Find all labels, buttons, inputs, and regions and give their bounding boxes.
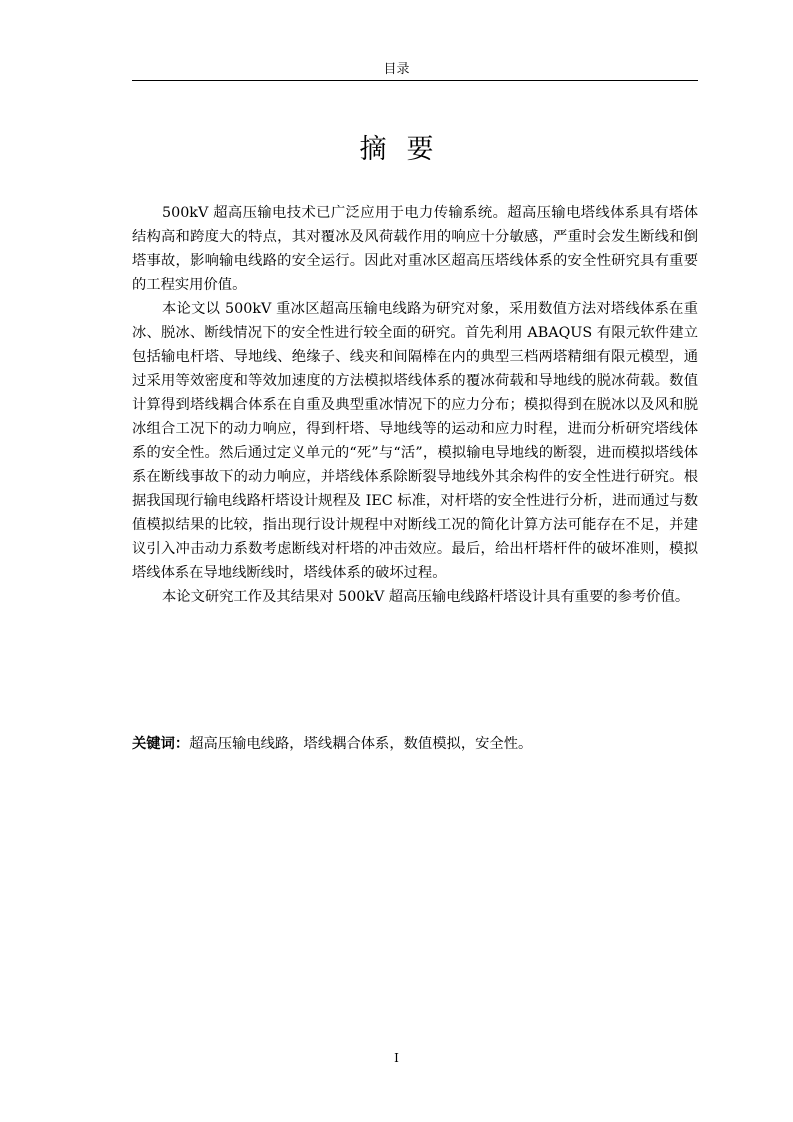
abstract-paragraph-2: 本论文以 500kV 重冰区超高压输电线路为研究对象，采用数值方法对塔线体系在重冰、脱冰、断线情况下的安全性进行较全面的研究。首先利用 ABAQUS 有限元软件建立包括输电杆塔、导地线、绝缘子、线夹和间隔棒在内的典型三档两塔精细有限元模型，通过采用等效密度和等效加速度的方法模拟塔线体系的覆冰荷载和导地线的脱冰荷载。数值计算得到塔线耦合体系在自重及典型重冰情况下的应力分布；模拟得到在脱冰以及风和脱冰组合工况下的动力响应，得到杆塔、导地线等的运动和应力时程，进而分析研究塔线体系的安全性。然后通过定义单元的“死”与“活”，模拟输电导地线的断裂，进而模拟塔线体系在断线事故下的动力响应，并塔线体系除断裂导地线外其余构件的安全性进行研究。根据我国现行输电线路杆塔设计规程及 IEC 标准，对杆塔的安全性进行分析，进而通过与数值模拟结果的比较，指出现行设计规程中对断线工况的简化计算方法可能存在不足，并建议引入冲击动力系数考虑断线对杆塔的冲击效应。最后，给出杆塔杆件的破坏准则，模拟塔线体系在导地线断线时，塔线体系的破坏过程。 <box>132 301 698 581</box>
abstract-paragraph-1: 500kV 超高压输电技术已广泛应用于电力传输系统。超高压输电塔线体系具有塔体结构高和跨度大的特点，其对覆冰及风荷载作用的响应十分敏感，严重时会发生断线和倒塔事故，影响输电线路的安全运行。因此对重冰区超高压塔线体系的安全性研究具有重要的工程实用价值。 <box>132 205 698 293</box>
keywords-line <box>132 732 698 756</box>
abstract-paragraph-3: 本论文研究工作及其结果对 500kV 超高压输电线路杆塔设计具有重要的参考价值。 <box>162 589 690 605</box>
abstract-heading: 摘要 <box>359 134 454 165</box>
keywords-text: 超高压输电线路，塔线耦合体系，数值模拟，安全性。 <box>189 736 533 752</box>
header-divider <box>132 80 698 81</box>
keywords-label: 关键词： <box>132 736 190 752</box>
header-title: 目录 <box>383 62 410 77</box>
page-number: I <box>394 1051 399 1065</box>
abstract-body <box>132 201 698 609</box>
